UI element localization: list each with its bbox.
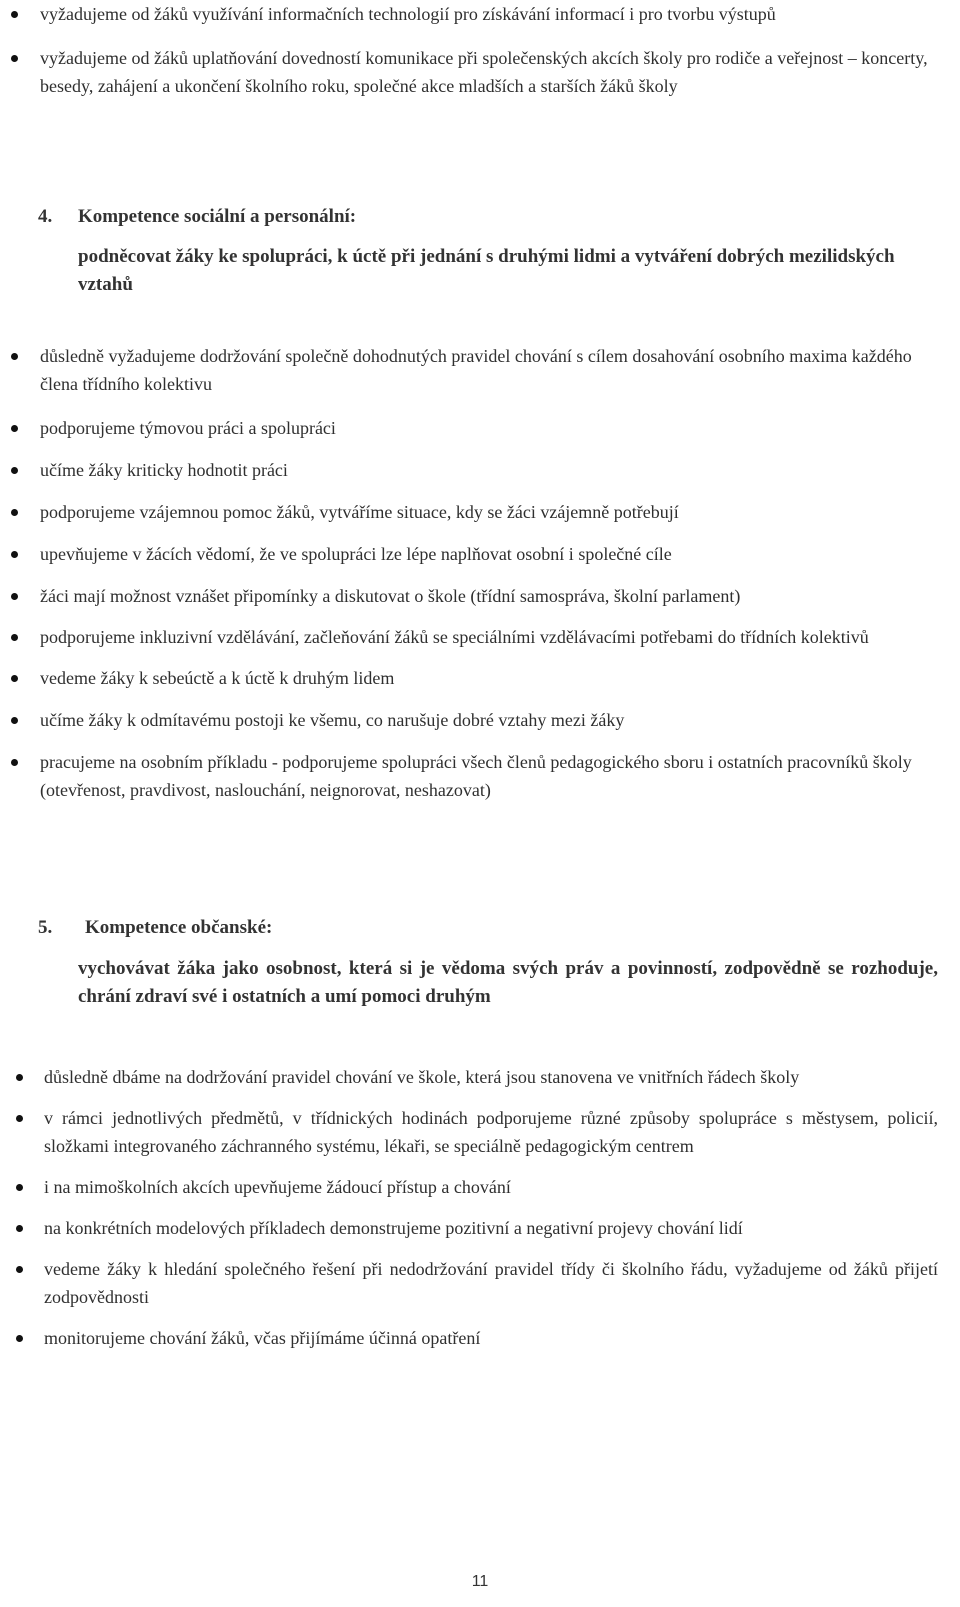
bullet-list-section-4 (40, 342, 945, 804)
section-title: Kompetence sociální a personální: (78, 206, 357, 227)
list-item: důsledně dbáme na dodržování pravidel chování ve škole, která jsou stanovena ve vnitřních řádech školy (44, 1063, 938, 1091)
list-item: žáci mají možnost vznášet připomínky a diskutovat o škole (třídní samospráva, školní parlament) (40, 582, 945, 610)
list-item: podporujeme vzájemnou pomoc žáků, vytváříme situace, kdy se žáci vzájemně potřebují (40, 498, 945, 526)
section-number: 4. (38, 206, 53, 227)
section-subtitle-4: podněcovat žáky ke spolupráci, k úctě při jednání s druhými lidmi a vytváření dobrých mezilidských vztahů (78, 246, 895, 295)
list-item: vedeme žáky k hledání společného řešení při nedodržování pravidel třídy či školního řádu, vyžadujeme od žáků přijetí zodpovědnosti (44, 1255, 938, 1311)
list-item: podporujeme týmovou práci a spolupráci (40, 414, 945, 442)
bullet-list-section-5 (44, 1063, 938, 1352)
list-item: i na mimoškolních akcích upevňujeme žádoucí přístup a chování (44, 1173, 938, 1201)
section-subtitle-5: vychovávat žáka jako osobnost, která si je vědoma svých práv a povinností, zodpovědně se rozhoduje, chrání zdraví své i ostatních a umí pomoci druhým (78, 958, 938, 1007)
list-item: podporujeme inkluzivní vzdělávání, začleňování žáků se speciálními vzdělávacími potřebami do třídních kolektivů (40, 623, 945, 651)
bullet-list-intro (40, 0, 945, 100)
list-item: důsledně vyžadujeme dodržování společně dohodnutých pravidel chování s cílem dosahování osobního maxima každého člena třídního kolektivu (40, 342, 945, 398)
list-item: učíme žáky k odmítavému postoji ke všemu, co narušuje dobré vztahy mezi žáky (40, 706, 945, 734)
page-number: 11 (471, 1573, 489, 1590)
section-heading-5 (38, 914, 272, 942)
list-item: upevňujeme v žácích vědomí, že ve spolupráci lze lépe naplňovat osobní i společné cíle (40, 540, 945, 568)
list-item: monitorujeme chování žáků, včas přijímáme účinná opatření (44, 1324, 938, 1352)
list-item: pracujeme na osobním příkladu - podporujeme spolupráci všech členů pedagogického sboru i ostatních pracovníků školy (otevřenost, pravdivost, naslouchání, neignorovat, neshazovat) (40, 748, 945, 804)
list-item: v rámci jednotlivých předmětů, v třídnických hodinách podporujeme různé způsoby spolupráce s městysem, policií, složkami integrovaného záchranného systému, lékaři, se speciálně pedagogickým centrem (44, 1104, 938, 1160)
section-number: 5. (38, 917, 53, 938)
list-item: vyžadujeme od žáků využívání informačních technologií pro získávání informací i pro tvorbu výstupů (40, 0, 945, 28)
list-item: vedeme žáky k sebeúctě a k úctě k druhým lidem (40, 664, 945, 692)
section-title: Kompetence občanské: (85, 917, 273, 938)
list-item: vyžadujeme od žáků uplatňování dovedností komunikace při společenských akcích školy pro rodiče a veřejnost – koncerty, besedy, zahájení a ukončení školního roku, společné akce mladších a starších žáků školy (40, 44, 945, 100)
list-item: učíme žáky kriticky hodnotit práci (40, 456, 945, 484)
list-item: na konkrétních modelových příkladech demonstrujeme pozitivní a negativní projevy chování lidí (44, 1214, 938, 1242)
section-heading-4 (38, 203, 356, 231)
